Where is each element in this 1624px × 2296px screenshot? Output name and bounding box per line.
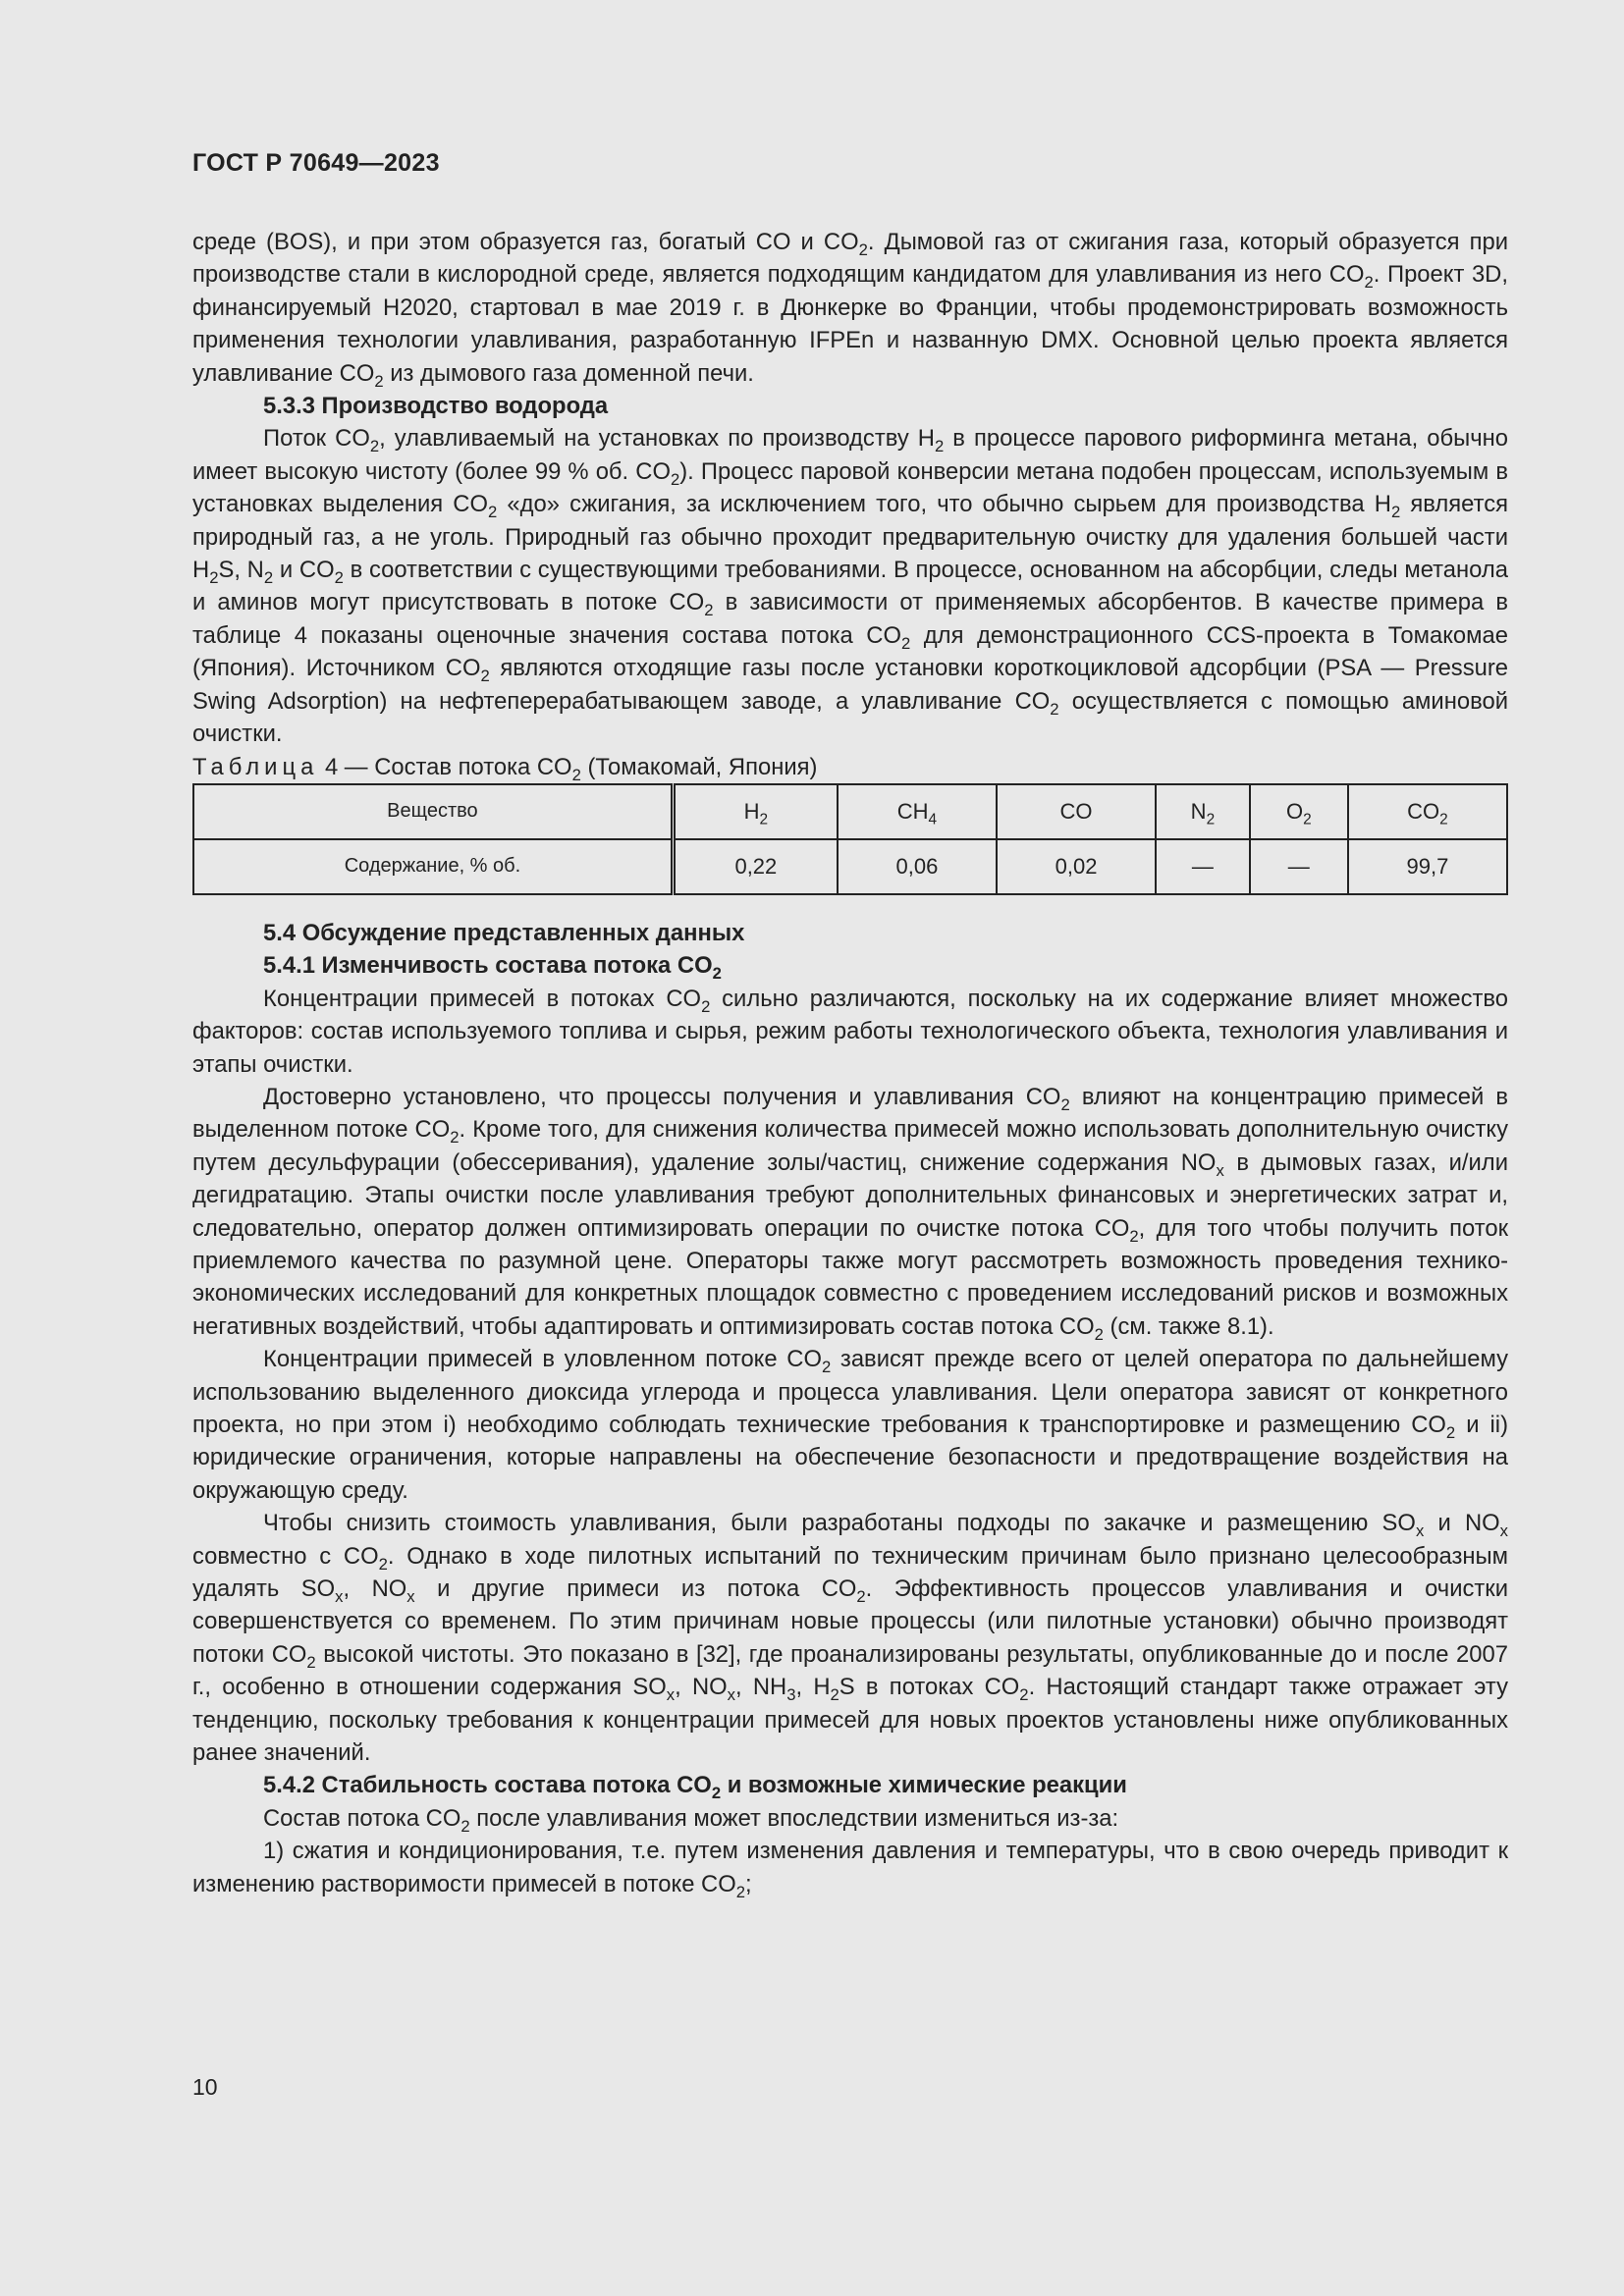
table-header-cell: CO [997, 784, 1156, 839]
table-cell: Содержание, % об. [193, 839, 673, 894]
table-cell: — [1156, 839, 1250, 894]
section-heading-5-4: 5.4 Обсуждение представленных данных [263, 919, 745, 946]
table-cell: 0,02 [997, 839, 1156, 894]
composition-table [192, 783, 1508, 895]
table-cell: 0,06 [838, 839, 997, 894]
section-heading-5-3-3: 5.3.3 Производство водорода [263, 393, 609, 420]
table-header-cell: $O_2$ [1250, 784, 1348, 839]
table-caption [192, 751, 1508, 783]
paragraph: Достоверно установлено, что процессы получения и улавливания $CO_2$ влияют на концентрацию примесей в выделенном потоке $CO_2$. Кроме того, для снижения количества примесей можно использовать дополнительную очистку путем десульфурации (обессеривания), удаление золы/частиц, снижение содержания $NO_x$ в дымовых газах, и/или дегидратацию. Этапы очистки после улавливания требуют дополнительных финансовых и энергетических затрат и, следовательно, оператор должен оптимизировать операции по очистке потока $CO_2$, для того чтобы получить поток приемлемого качества по разумной цене. Операторы также могут рассмотреть возможность проведения технико-экономических исследований для конкретных площадок совместно с проведением исследований рисков и возможных негативных воздействий, чтобы адаптировать и оптимизировать состав потока $CO_2$ (см. также 8.1). [192, 1083, 1509, 1344]
paragraph: Концентрации примесей в потоках $CO_2$ сильно различаются, поскольку на их содержание влияет множество факторов: состав используемого топлива и сырья, режим работы технологического объекта, технология улавливания и этапы очистки. [192, 985, 1508, 1078]
section-heading-5-4-2: 5.4.2 Стабильность состава потока $CO_2$ и возможные химические реакции [263, 1772, 1127, 1803]
table-cell: 99,7 [1348, 839, 1507, 894]
table-header-cell: $CH_4$ [838, 784, 997, 839]
paragraph: Чтобы снизить стоимость улавливания, были разработаны подходы по закачке и размещению $SO_x$ и $NO_x$ совместно с $CO_2$. Однако в ходе пилотных испытаний по техническим причинам было признано целесообразным удалять $SO_x$, $NO_x$ и другие примеси из потока $CO_2$. Эффективность процессов улавливания и очистки совершенствуется со временем. По этим причинам новые процессы (или пилотные установки) обычно производят потоки $CO_2$ высокой чистоты. Это показано в [32], где проанализированы результаты, опубликованные до и после 2007 г., особенно в отношении содержания $SO_x$, $NO_x$, $NH_3$, $H_2S$ в потоках $CO_2$. Настоящий стандарт также отражает эту тенденцию, поскольку требования к концентрации примесей для новых проектов установлены ниже опубликованных ранее значений. [192, 1510, 1509, 1767]
table-header-cell: $H_2$ [673, 784, 838, 839]
section-heading-5-4-1: 5.4.1 Изменчивость состава потока $CO_2$ [263, 952, 722, 984]
paragraph: Состав потока $CO_2$ после улавливания может впоследствии измениться из-за: [263, 1804, 1119, 1836]
table-row [193, 839, 1507, 894]
table-caption-prefix: Таблица [192, 753, 319, 780]
paragraph: среде (BOS), и при этом образуется газ, богатый CO и $CO_2$. Дымовой газ от сжигания газа, который образуется при производстве стали в кислородной среде, является подходящим кандидатом для улавливания из него $CO_2$. Проект 3D, финансируемый H2020, стартовал в мае 2019 г. в Дюнкерке во Франции, чтобы продемонстрировать возможность применения технологии улавливания, разработанную IFPEn и названную DMX. Основной целью проекта является улавливание $CO_2$ из дымового газа доменной печи. [192, 229, 1508, 391]
table-header-cell: $CO_2$ [1348, 784, 1507, 839]
table-header-row [193, 784, 1507, 839]
table-header-cell: Вещество [193, 784, 673, 839]
document-header: ГОСТ Р 70649—2023 [192, 149, 440, 177]
paragraph: Концентрации примесей в уловленном потоке $CO_2$ зависят прежде всего от целей оператора по дальнейшему использованию выделенного диоксида углерода и процесса улавливания. Цели оператора зависят от конкретного проекта, но при этом i) необходимо соблюдать технические требования к транспортировке и размещению $CO_2$ и ii) юридические ограничения, которые направлены на обеспечение безопасности и предотвращение воздействия на окружающую среду. [192, 1346, 1508, 1504]
table-caption-text: 4 — Состав потока $CO_2$ (Томакомай, Япония) [324, 753, 818, 784]
table-header-cell: $N_2$ [1156, 784, 1250, 839]
list-item: 1) сжатия и кондиционирования, т.е. путем изменения давления и температуры, что в свою очередь приводит к изменению растворимости примесей в потоке $CO_2$; [192, 1838, 1508, 1901]
page-number: 10 [192, 2074, 218, 2100]
table-cell: 0,22 [673, 839, 838, 894]
paragraph: Поток $CO_2$, улавливаемый на установках по производству $H_2$ в процессе парового риформинга метана, обычно имеет высокую чистоту (более 99 % об. $CO_2$). Процесс паровой конверсии метана подобен процессам, используемым в установках выделения $CO_2$ «до» сжигания, за исключением того, что обычно сырьем для производства $H_2$ является природный газ, а не уголь. Природный газ обычно проходит предварительную очистку для удаления большей части $H_2S$, $N_2$ и $CO_2$ в соответствии с существующими требованиями. В процессе, основанном на абсорбции, следы метанола и аминов могут присутствовать в потоке $CO_2$ в зависимости от применяемых абсорбентов. В качестве примера в таблице 4 показаны оценочные значения состава потока $CO_2$ для демонстрационного CCS-проекта в Томакомае (Япония). Источником $CO_2$ являются отходящие газы после установки короткоцикловой адсорбции (PSA — Pressure Swing Adsorption) на нефтеперерабатывающем заводе, а улавливание $CO_2$ осуществляется с помощью аминовой очистки. [192, 425, 1508, 748]
table-cell: — [1250, 839, 1348, 894]
page-content [192, 226, 1508, 1900]
